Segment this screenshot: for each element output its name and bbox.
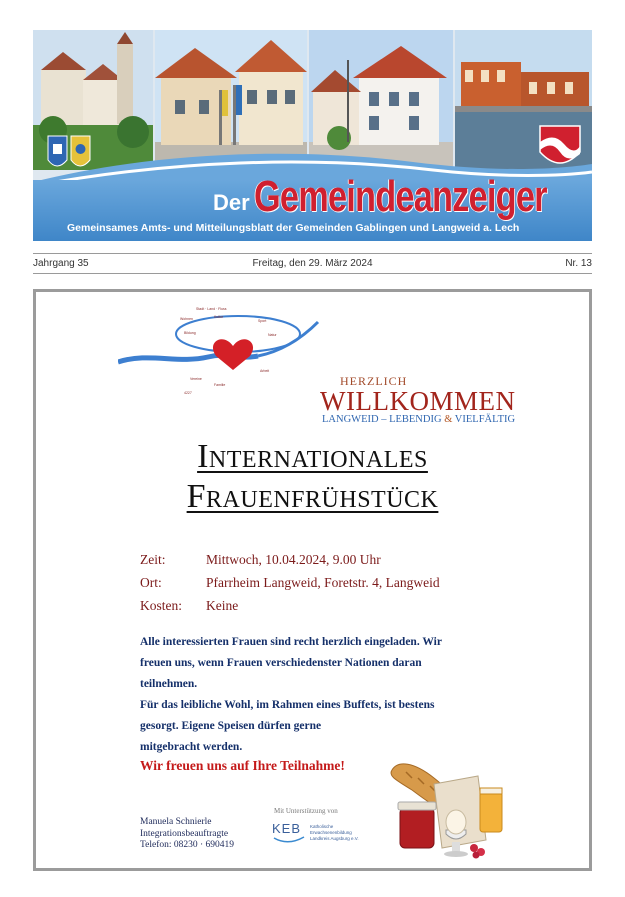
keb-logo-icon xyxy=(272,820,372,846)
contact-role: Integrationsbeauftragte xyxy=(140,828,229,839)
detail-label: Ort: xyxy=(140,575,162,590)
closing-line: Wir freuen uns auf Ihre Teilnahme! xyxy=(140,758,345,773)
svg-text:Familie: Familie xyxy=(214,383,226,387)
masthead-title-prefix: Der xyxy=(213,190,250,215)
logo-tagline-amp: & xyxy=(441,414,455,425)
keb-line1: Katholische xyxy=(310,824,334,829)
invitation-line: Alle interessierten Frauen sind recht herzlich eingeladen. Wir xyxy=(140,636,442,648)
invitation-line: Für das leibliche Wohl, im Rahmen eines Buffets, ist bestens xyxy=(140,699,435,711)
svg-text:Natur: Natur xyxy=(268,333,277,337)
welcome-logo xyxy=(118,302,516,434)
detail-label: Zeit: xyxy=(140,552,166,567)
svg-text:Stadt · Land · Fluss: Stadt · Land · Fluss xyxy=(196,307,227,311)
contact-phone: Telefon: 08230 · 690419 xyxy=(140,840,235,850)
issue-date: Freitag, den 29. März 2024 xyxy=(252,258,373,269)
detail-value: Pfarrheim Langweid, Foretstr. 4, Langweid xyxy=(206,575,440,590)
svg-text:Wohnen: Wohnen xyxy=(180,317,193,321)
contact-block xyxy=(140,817,234,852)
invitation-line: freuen uns, wenn Frauen verschiedenster Nationen daran xyxy=(140,657,422,669)
keb-abbr: KEB xyxy=(272,821,302,836)
logo-tagline xyxy=(322,414,515,425)
contact-name: Manuela Schnierle xyxy=(140,817,212,827)
svg-text:Sport: Sport xyxy=(258,319,267,323)
invitation-line: gesorgt. Eigene Speisen dürfen gerne xyxy=(140,720,322,732)
support-label: Mit Unterstützung von xyxy=(274,807,338,815)
detail-value: Mittwoch, 10.04.2024, 9.00 Uhr xyxy=(206,552,381,567)
keb-line2: Erwachsenenbildung xyxy=(310,830,352,835)
breakfast-illustration-icon xyxy=(386,756,516,862)
logo-greeting: HERZLICH xyxy=(340,374,408,388)
svg-text:Kultur: Kultur xyxy=(214,315,224,319)
masthead-banner xyxy=(33,30,592,241)
svg-text:Arbeit: Arbeit xyxy=(260,369,270,373)
issue-info-bar xyxy=(33,253,592,274)
invitation-line: mitgebracht werden. xyxy=(140,741,243,753)
logo-tagline-start: LANGWEID – LEBENDIG xyxy=(322,414,442,425)
flyer-heading-line2: Frauenfrühstück xyxy=(186,478,439,515)
detail-value: Keine xyxy=(206,598,239,613)
masthead-title: Gemeindeanzeiger xyxy=(254,172,547,221)
gablingen-crest-icon xyxy=(47,134,91,174)
event-flyer xyxy=(33,289,592,871)
logo-welcome: WILLKOMMEN xyxy=(320,386,516,416)
issue-number: Nr. 13 xyxy=(565,258,592,269)
invitation-line: teilnehmen. xyxy=(140,678,198,690)
langweid-crest-icon xyxy=(538,124,582,172)
issue-volume: Jahrgang 35 xyxy=(33,258,89,269)
keb-line3: Landkreis Augsburg e.V. xyxy=(310,836,359,841)
svg-text:Bildung: Bildung xyxy=(184,331,196,335)
svg-text:Vereine: Vereine xyxy=(190,377,202,381)
flyer-heading-line1: Internationales xyxy=(197,438,428,475)
invitation-text xyxy=(140,632,470,758)
svg-text:4227: 4227 xyxy=(184,391,192,395)
detail-label: Kosten: xyxy=(140,598,182,613)
masthead-subtitle: Gemeinsames Amts- und Mitteilungsblatt der Gemeinden Gablingen und Langweid a. Lech xyxy=(67,222,520,234)
logo-tagline-end: VIELFÄLTIG xyxy=(454,414,516,425)
